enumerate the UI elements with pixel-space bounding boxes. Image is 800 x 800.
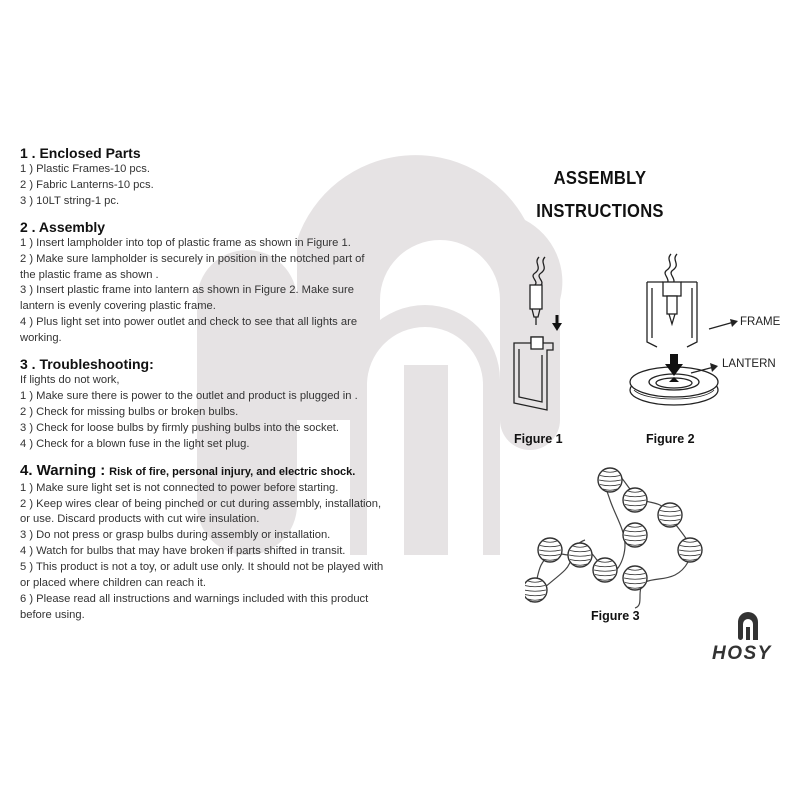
lantern-ball [598, 468, 622, 492]
figure-2-label: Figure 2 [646, 432, 695, 446]
lantern-ball [538, 538, 562, 562]
section-enclosed-parts [20, 145, 420, 210]
section-title [20, 462, 420, 481]
section-line: 2 ) Keep wires clear of being pinched or cut during assembly, installation, [20, 497, 382, 510]
section-line: or use. Discard products with cut wire insulation. [20, 513, 260, 526]
section-troubleshooting [20, 356, 420, 453]
section-line: 2 ) Fabric Lanterns-10 pcs. [20, 178, 154, 191]
assembly-instructions-title [526, 162, 673, 228]
warning-subtitle: Risk of fire, personal injury, and electric shock. [109, 465, 356, 478]
section-line: 1 ) Insert lampholder into top of plastic frame as shown in Figure 1. [20, 236, 351, 249]
lantern-ball [658, 503, 682, 527]
section-line: 2 ) Make sure lampholder is securely in position in the notched part of [20, 252, 365, 265]
lantern-ball [623, 488, 647, 512]
instructions-text-column [20, 145, 420, 633]
frame-arrow [708, 318, 740, 332]
section-line: 4 ) Watch for bulbs that may have broken if parts shifted in transit. [20, 545, 346, 558]
section-line: 4 ) Check for a blown fuse in the light set plug. [20, 437, 250, 450]
figure-2-illustration [625, 252, 735, 412]
figure-3-illustration [525, 460, 725, 610]
section-line: 1 ) Plastic Frames-10 pcs. [20, 163, 150, 175]
frame-label: FRAME [740, 316, 781, 328]
lantern-ball [623, 566, 647, 590]
lantern-ball [568, 543, 592, 567]
section-line: 4 ) Plus light set into power outlet and check to see that all lights are [20, 316, 358, 329]
section-line: 3 ) 10LT string-1 pc. [20, 194, 120, 207]
section-title: 2 . Assembly [20, 218, 106, 235]
section-assembly [20, 219, 420, 347]
section-line: 5 ) This product is not a toy, or adult use only. It should not be played with [20, 561, 384, 574]
section-line: before using. [20, 608, 85, 621]
figure-3-label: Figure 3 [591, 609, 640, 623]
figure-1-illustration [505, 255, 575, 415]
section-line: or placed where children can reach it. [20, 577, 206, 590]
lantern-label: LANTERN [722, 358, 776, 370]
section-line: working. [20, 332, 62, 345]
section-line: 3 ) Do not press or grasp bulbs during assembly or installation. [20, 529, 331, 542]
lantern-ball [623, 523, 647, 547]
lantern-arrow [690, 362, 720, 376]
warning-title: 4. Warning : [20, 461, 106, 479]
section-line: If lights do not work, [20, 374, 120, 387]
brand-name: HOSY [712, 643, 772, 664]
section-line: 1 ) Make sure light set is not connected to power before starting. [20, 481, 339, 494]
section-line: 3 ) Check for loose bulbs by firmly pushing bulbs into the socket. [20, 421, 340, 434]
section-line: 1 ) Make sure there is power to the outlet and product is plugged in . [20, 389, 358, 402]
section-line: 6 ) Please read all instructions and warnings included with this product [20, 592, 369, 605]
section-title: 3 . Troubleshooting: [20, 356, 154, 373]
lantern-ball [525, 578, 547, 602]
section-line: 3 ) Insert plastic frame into lantern as shown in Figure 2. Make sure [20, 284, 354, 297]
lantern-ball [593, 558, 617, 582]
section-title: 1 . Enclosed Parts [20, 145, 141, 161]
hosy-logo-icon [735, 612, 761, 642]
figure-1-label: Figure 1 [514, 432, 563, 446]
section-warning [20, 462, 420, 624]
section-line: 2 ) Check for missing bulbs or broken bulbs. [20, 405, 239, 418]
lantern-ball [678, 538, 702, 562]
section-line: the plastic frame as shown . [20, 268, 159, 281]
section-line: lantern is evenly covering plastic frame. [20, 300, 216, 313]
assembly-title-line: ASSEMBLY [553, 168, 647, 188]
assembly-title-line: INSTRUCTIONS [536, 201, 664, 221]
